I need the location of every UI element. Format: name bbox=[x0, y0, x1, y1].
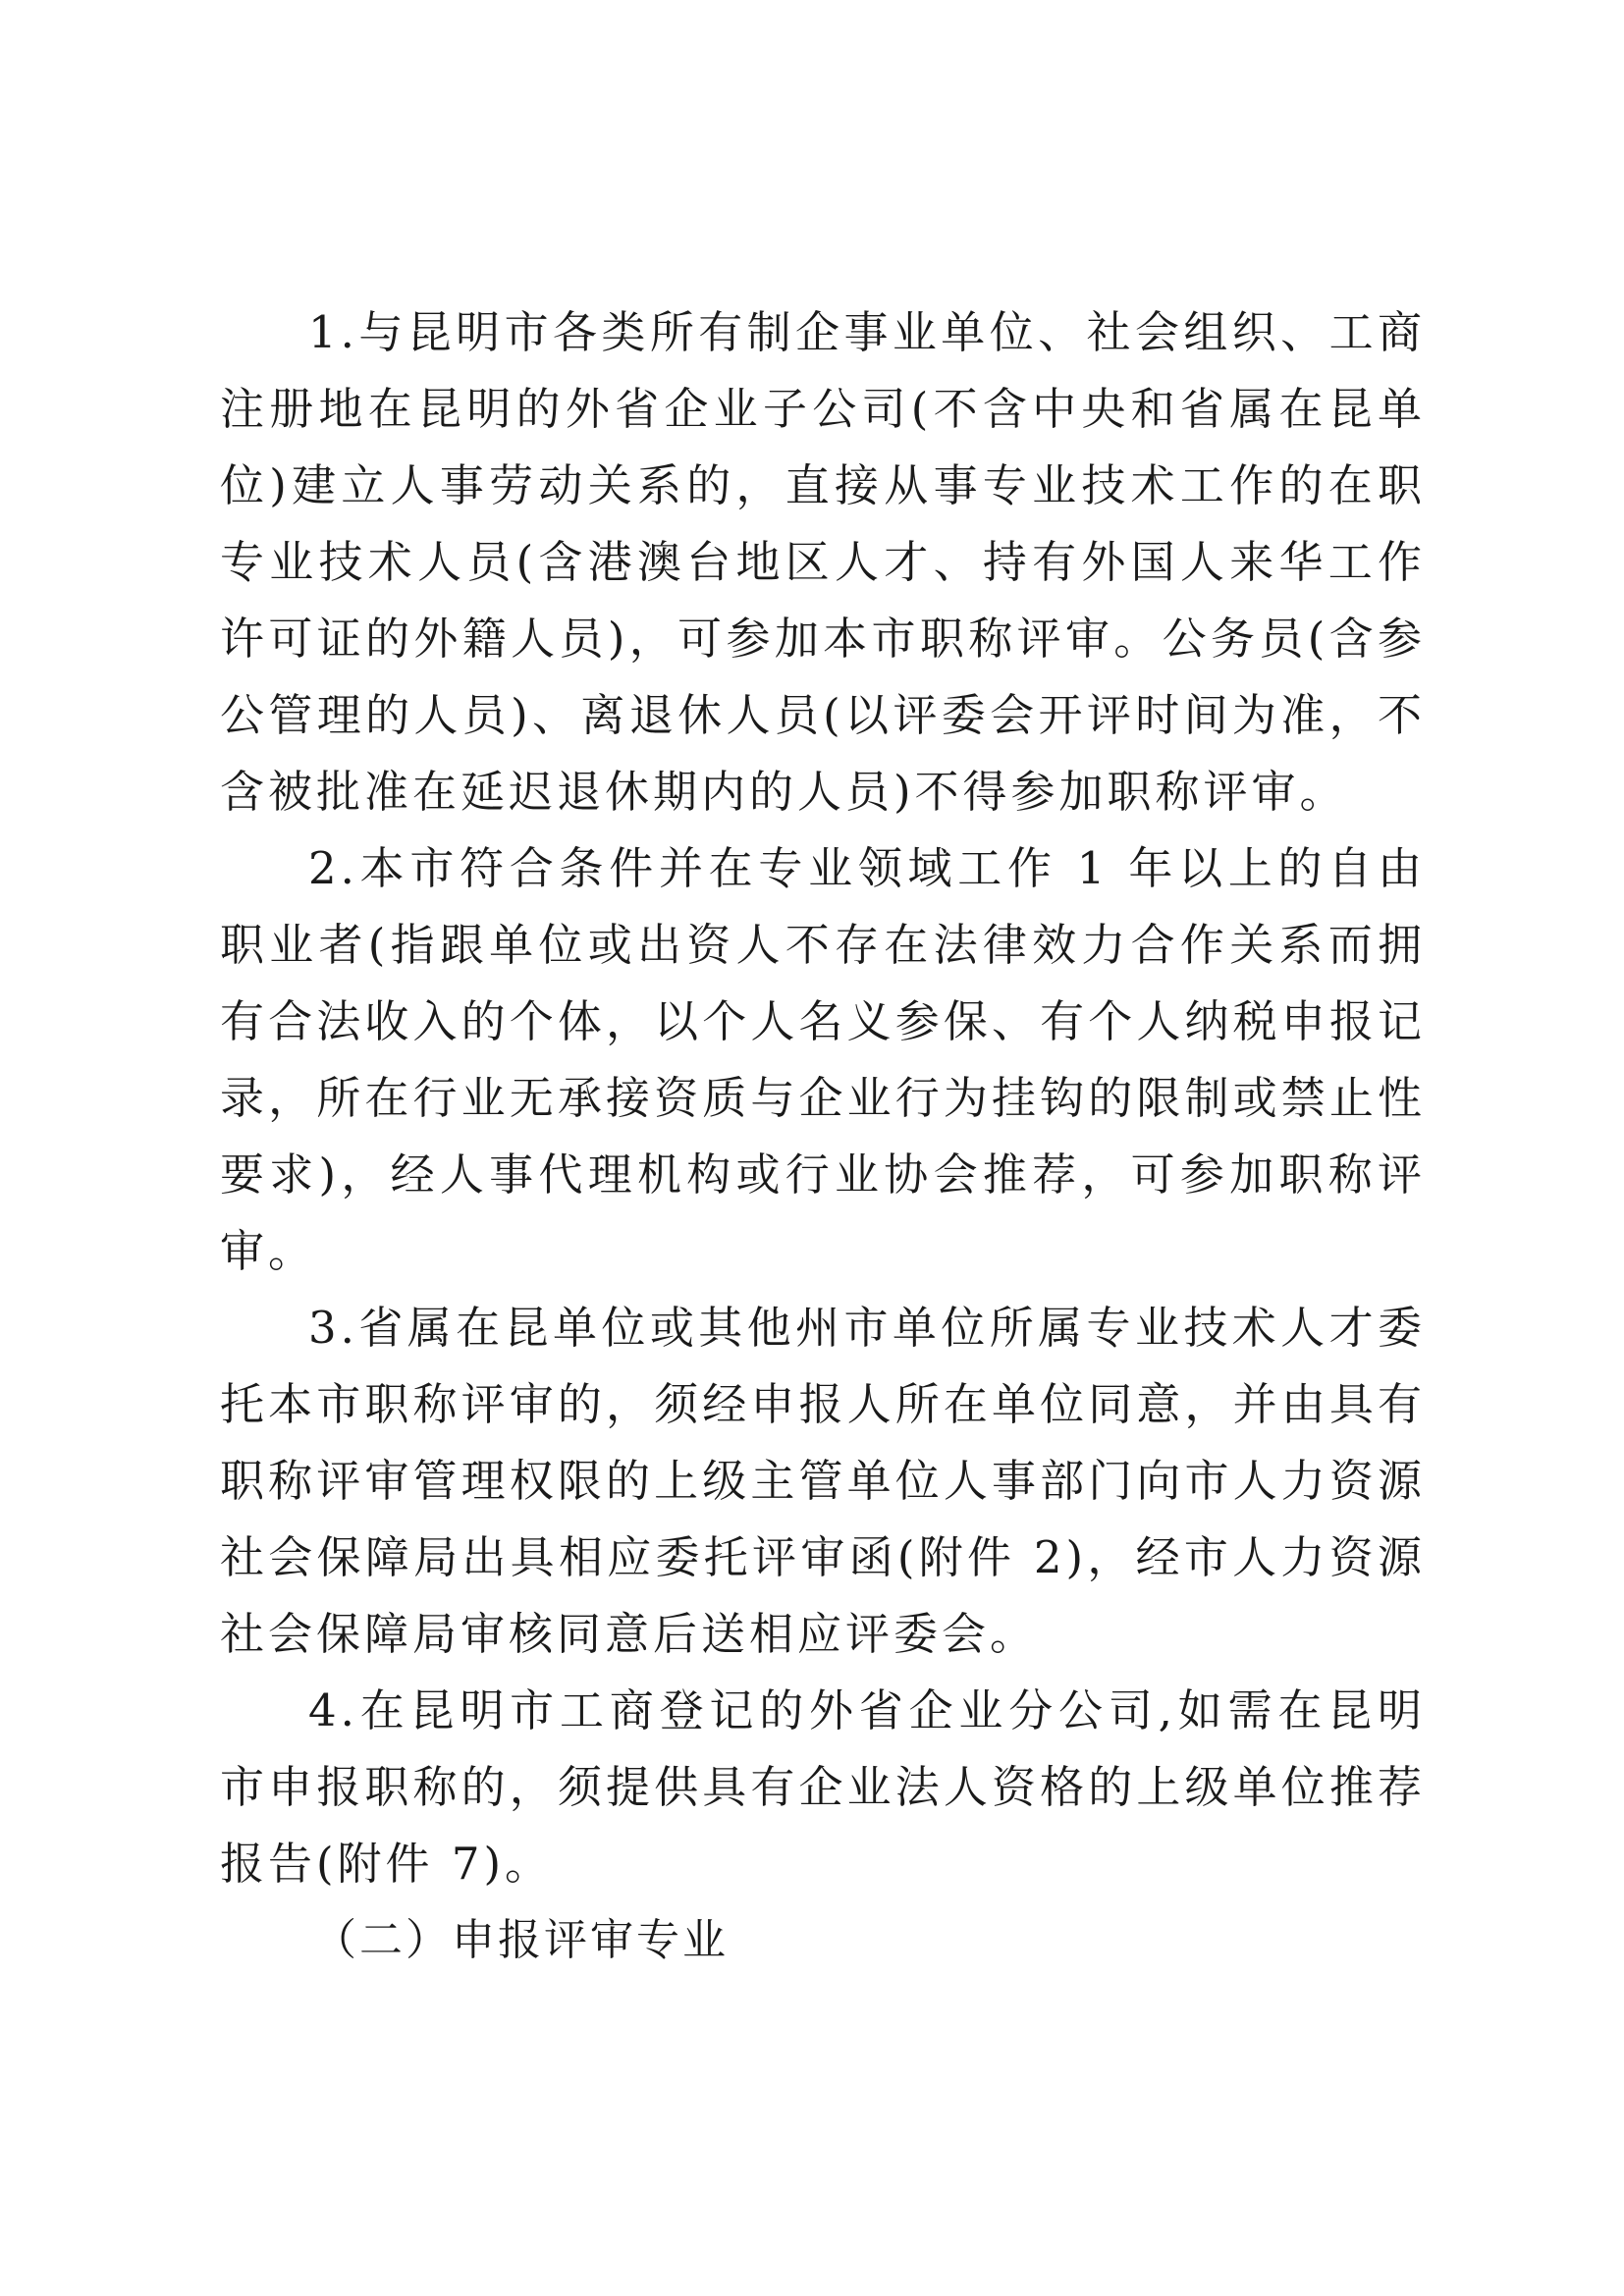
section-heading: （二）申报评审专业 bbox=[313, 1915, 729, 1965]
paragraph-1: 1.与昆明市各类所有制企事业单位、社会组织、工商注册地在昆明的外省企业子公司(不含中央和省属在昆单位)建立人事劳动关系的，直接从事专业技术工作的在职专业技术人员(含港澳台地区人才、持有外国人来华工作许可证的外籍人员)，可参加本市职称评审。公务员(含参公管理的人员)、离退休人员(以评委会开评时间为准，不含被批准在延迟退休期内的人员)不得参加职称评审。 bbox=[220, 306, 1426, 818]
document-body bbox=[220, 294, 1426, 1979]
paragraph-2: 2.本市符合条件并在专业领域工作 1 年以上的自由职业者(指跟单位或出资人不存在法律效力合作关系而拥有合法收入的个体，以个人名义参保、有个人纳税申报记录，所在行业无承接资质与企业行为挂钩的限制或禁止性要求)，经人事代理机构或行业协会推荐，可参加职称评审。 bbox=[220, 842, 1426, 1277]
paragraph-3: 3.省属在昆单位或其他州市单位所属专业技术人才委托本市职称评审的，须经申报人所在单位同意，并由具有职称评审管理权限的上级主管单位人事部门向市人力资源社会保障局出具相应委托评审函(附件 2)，经市人力资源社会保障局审核同意后送相应评委会。 bbox=[220, 1302, 1426, 1660]
paragraph-4: 4.在昆明市工商登记的外省企业分公司,如需在昆明市申报职称的，须提供具有企业法人资格的上级单位推荐报告(附件 7)。 bbox=[220, 1684, 1426, 1890]
